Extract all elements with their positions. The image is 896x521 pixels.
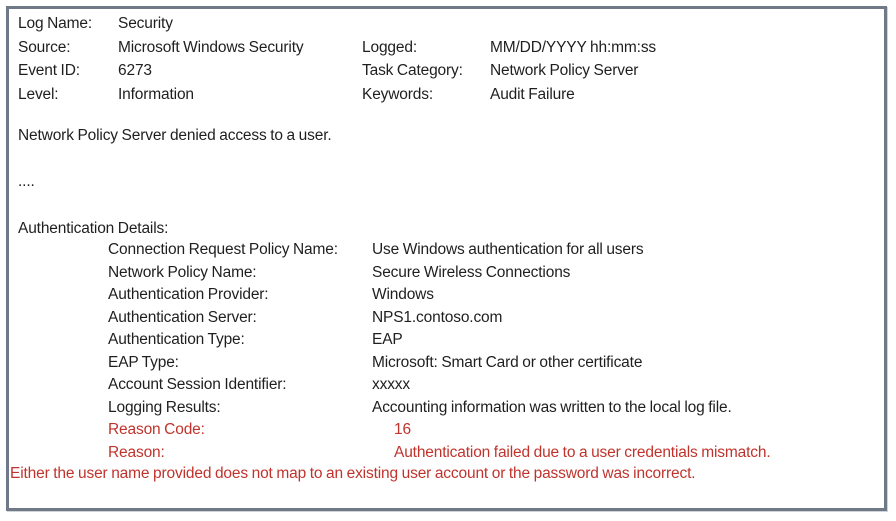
detail-label: Authentication Type: [108, 331, 245, 348]
detail-value: EAP [372, 331, 403, 348]
event-id-label: Event ID: [18, 62, 80, 79]
reason-code-value: 16 [394, 421, 411, 438]
header-spacer [490, 12, 656, 36]
task-category-label: Task Category: [362, 62, 463, 79]
keywords-value: Audit Failure [490, 85, 575, 103]
detail-label: Network Policy Name: [108, 263, 257, 281]
detail-value: Accounting information was written to the local log file. [372, 398, 732, 416]
authentication-details-heading: Authentication Details: [18, 220, 169, 237]
reason-value: Authentication failed due to a user credentials mismatch. [394, 443, 771, 461]
detail-value: Microsoft: Smart Card or other certificate [372, 353, 643, 371]
event-id-value: 6273 [118, 62, 152, 79]
authentication-details-list [108, 239, 771, 464]
ellipsis-placeholder: .... [18, 173, 35, 190]
log-name-label: Log Name: [18, 15, 92, 32]
error-explanation-text: Either the user name provided does not map to an existing user account or the password was incorrect. [10, 465, 696, 482]
level-value: Information [118, 85, 194, 103]
task-category-value: Network Policy Server [490, 62, 639, 79]
log-name-value: Security [118, 15, 173, 32]
reason-label: Reason: [108, 443, 165, 461]
logged-label: Logged: [362, 38, 417, 56]
event-header [18, 12, 656, 106]
detail-label: Logging Results: [108, 398, 221, 416]
level-label: Level: [18, 85, 59, 103]
keywords-label: Keywords: [362, 85, 434, 103]
detail-value: Secure Wireless Connections [372, 263, 571, 281]
detail-label: Authentication Provider: [108, 286, 269, 303]
detail-value: Windows [372, 286, 434, 303]
reason-code-label: Reason Code: [108, 421, 205, 438]
detail-value: NPS1.contoso.com [372, 308, 503, 326]
detail-label: Authentication Server: [108, 308, 257, 326]
source-label: Source: [18, 38, 71, 56]
detail-label: EAP Type: [108, 353, 179, 371]
detail-label: Connection Request Policy Name: [108, 241, 338, 258]
header-spacer [362, 12, 490, 36]
source-value: Microsoft Windows Security [118, 38, 304, 56]
detail-label: Account Session Identifier: [108, 376, 287, 393]
detail-value: Use Windows authentication for all users [372, 241, 644, 258]
detail-value: xxxxx [372, 376, 411, 393]
event-message: Network Policy Server denied access to a user. [18, 127, 332, 144]
logged-value: MM/DD/YYYY hh:mm:ss [490, 38, 657, 56]
